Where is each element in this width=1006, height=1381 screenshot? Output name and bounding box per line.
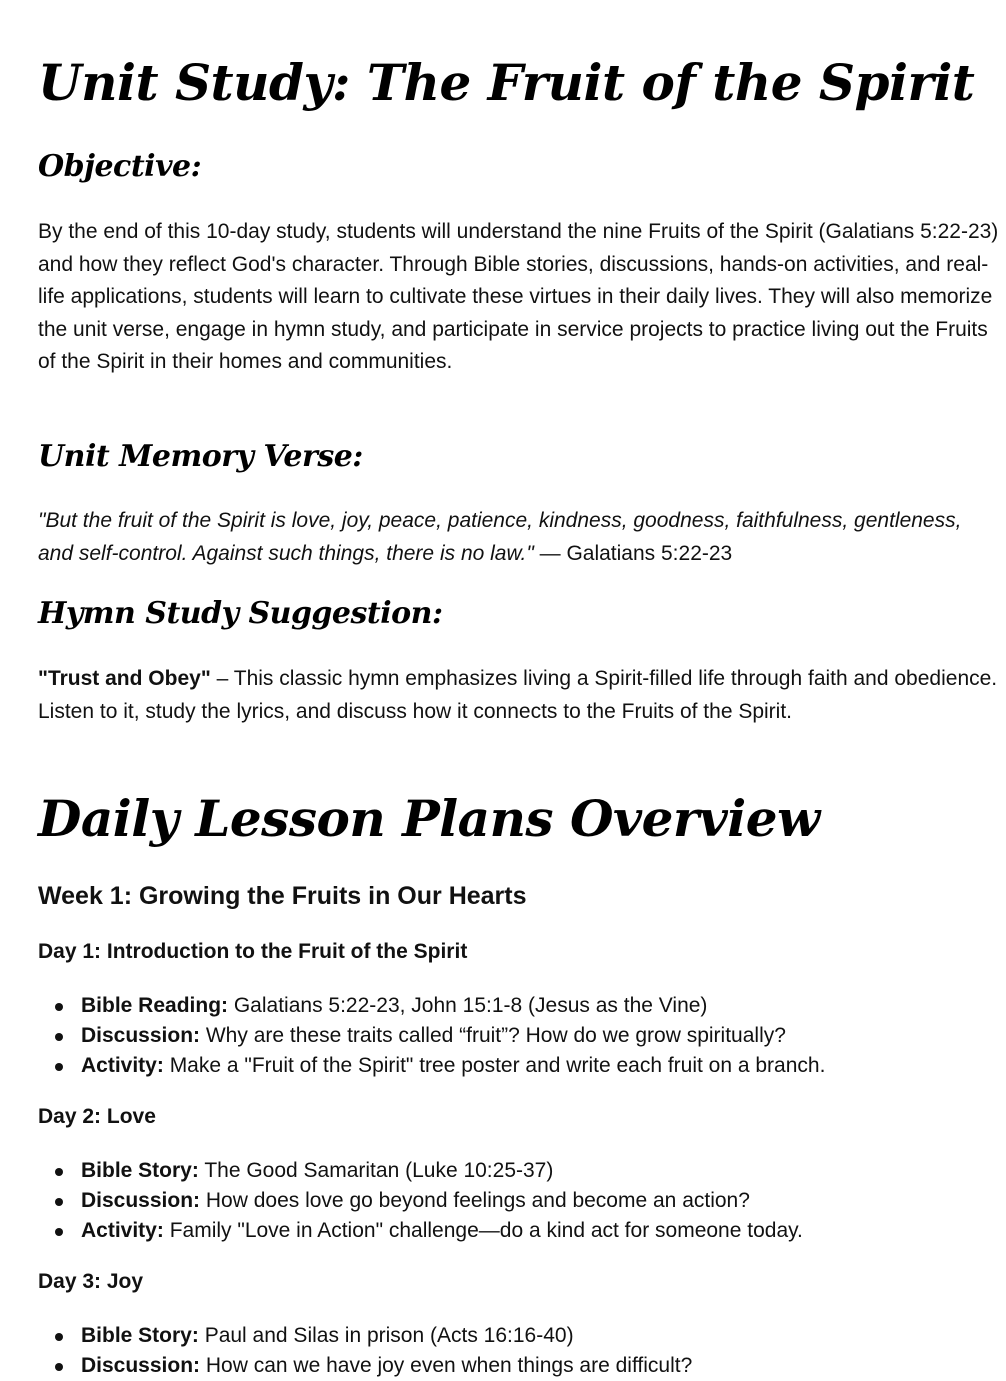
item-label: Bible Reading: — [81, 994, 229, 1017]
day-3-heading: Day 3: Joy — [38, 1270, 144, 1293]
bullet-icon — [55, 1228, 63, 1236]
page-title: Unit Study: The Fruit of the Spirit — [38, 53, 975, 112]
memory-verse-paragraph — [38, 505, 1000, 570]
item-text: Make a "Fruit of the Spirit" tree poster and write each fruit on a branch. — [163, 1054, 826, 1077]
day-1-list — [38, 991, 1000, 1081]
memory-verse-quote: "But the fruit of the Spirit is love, joy, peace, patience, kindness, goodness, faithfulness, gentleness, and self-control. Against such things, there is no law." — [38, 509, 962, 565]
list-item — [38, 1156, 1000, 1186]
hymn-paragraph — [38, 663, 1000, 728]
day-2-list — [38, 1156, 1000, 1246]
objective-heading: Objective: — [38, 149, 202, 184]
bullet-icon — [55, 1168, 63, 1176]
memory-verse-heading: Unit Memory Verse: — [38, 439, 363, 474]
week-1-heading: Week 1: Growing the Fruits in Our Hearts — [38, 882, 527, 910]
list-item — [38, 1351, 1000, 1381]
item-label: Bible Story: — [81, 1324, 199, 1347]
item-text: Paul and Silas in prison (Acts 16:16-40) — [198, 1324, 574, 1347]
item-label: Activity: — [81, 1219, 164, 1242]
bullet-icon — [55, 1333, 63, 1341]
objective-text: By the end of this 10-day study, students will understand the nine Fruits of the Spirit (Galatians 5:22-23) and how they reflect God's character. Through Bible stories, discussions, hands-on activities, and real-life applications, students will learn to cultivate these virtues in their daily lives. They will also memorize the unit verse, engage in hymn study, and participate in service projects to practice living out the Fruits of the Spirit in their homes and communities. — [38, 220, 999, 373]
bullet-icon — [55, 1003, 63, 1011]
day-1-heading: Day 1: Introduction to the Fruit of the Spirit — [38, 940, 468, 963]
item-text: Galatians 5:22-23, John 15:1-8 (Jesus as the Vine) — [228, 994, 708, 1017]
item-text: The Good Samaritan (Luke 10:25-37) — [198, 1159, 554, 1182]
memory-verse-reference: — Galatians 5:22-23 — [533, 541, 733, 565]
hymn-text: – This classic hymn emphasizes living a Spirit-filled life through faith and obedience. Listen to it, study the lyrics, and discuss how it connects to the Fruits of the Spirit. — [38, 667, 998, 723]
bullet-icon — [55, 1198, 63, 1206]
bullet-icon — [55, 1033, 63, 1041]
day-2-heading: Day 2: Love — [38, 1105, 156, 1128]
list-item — [38, 1021, 1000, 1051]
item-text: Family "Love in Action" challenge—do a kind act for someone today. — [163, 1219, 803, 1242]
list-item — [38, 1216, 1000, 1246]
item-text: How does love go beyond feelings and become an action? — [200, 1189, 750, 1212]
item-label: Discussion: — [81, 1024, 201, 1047]
item-text: How can we have joy even when things are difficult? — [200, 1354, 693, 1377]
item-label: Activity: — [81, 1054, 164, 1077]
hymn-heading: Hymn Study Suggestion: — [38, 596, 443, 631]
bullet-icon — [55, 1063, 63, 1071]
item-label: Discussion: — [81, 1189, 201, 1212]
item-label: Discussion: — [81, 1354, 201, 1377]
item-text: Why are these traits called “fruit”? How do we grow spiritually? — [200, 1024, 786, 1047]
hymn-name: "Trust and Obey" — [38, 667, 211, 690]
bullet-icon — [55, 1363, 63, 1371]
item-label: Bible Story: — [81, 1159, 199, 1182]
list-item — [38, 1051, 1000, 1081]
list-item — [38, 991, 1000, 1021]
day-3-list — [38, 1321, 1000, 1381]
overview-heading: Daily Lesson Plans Overview — [38, 789, 820, 848]
list-item — [38, 1321, 1000, 1351]
list-item — [38, 1186, 1000, 1216]
